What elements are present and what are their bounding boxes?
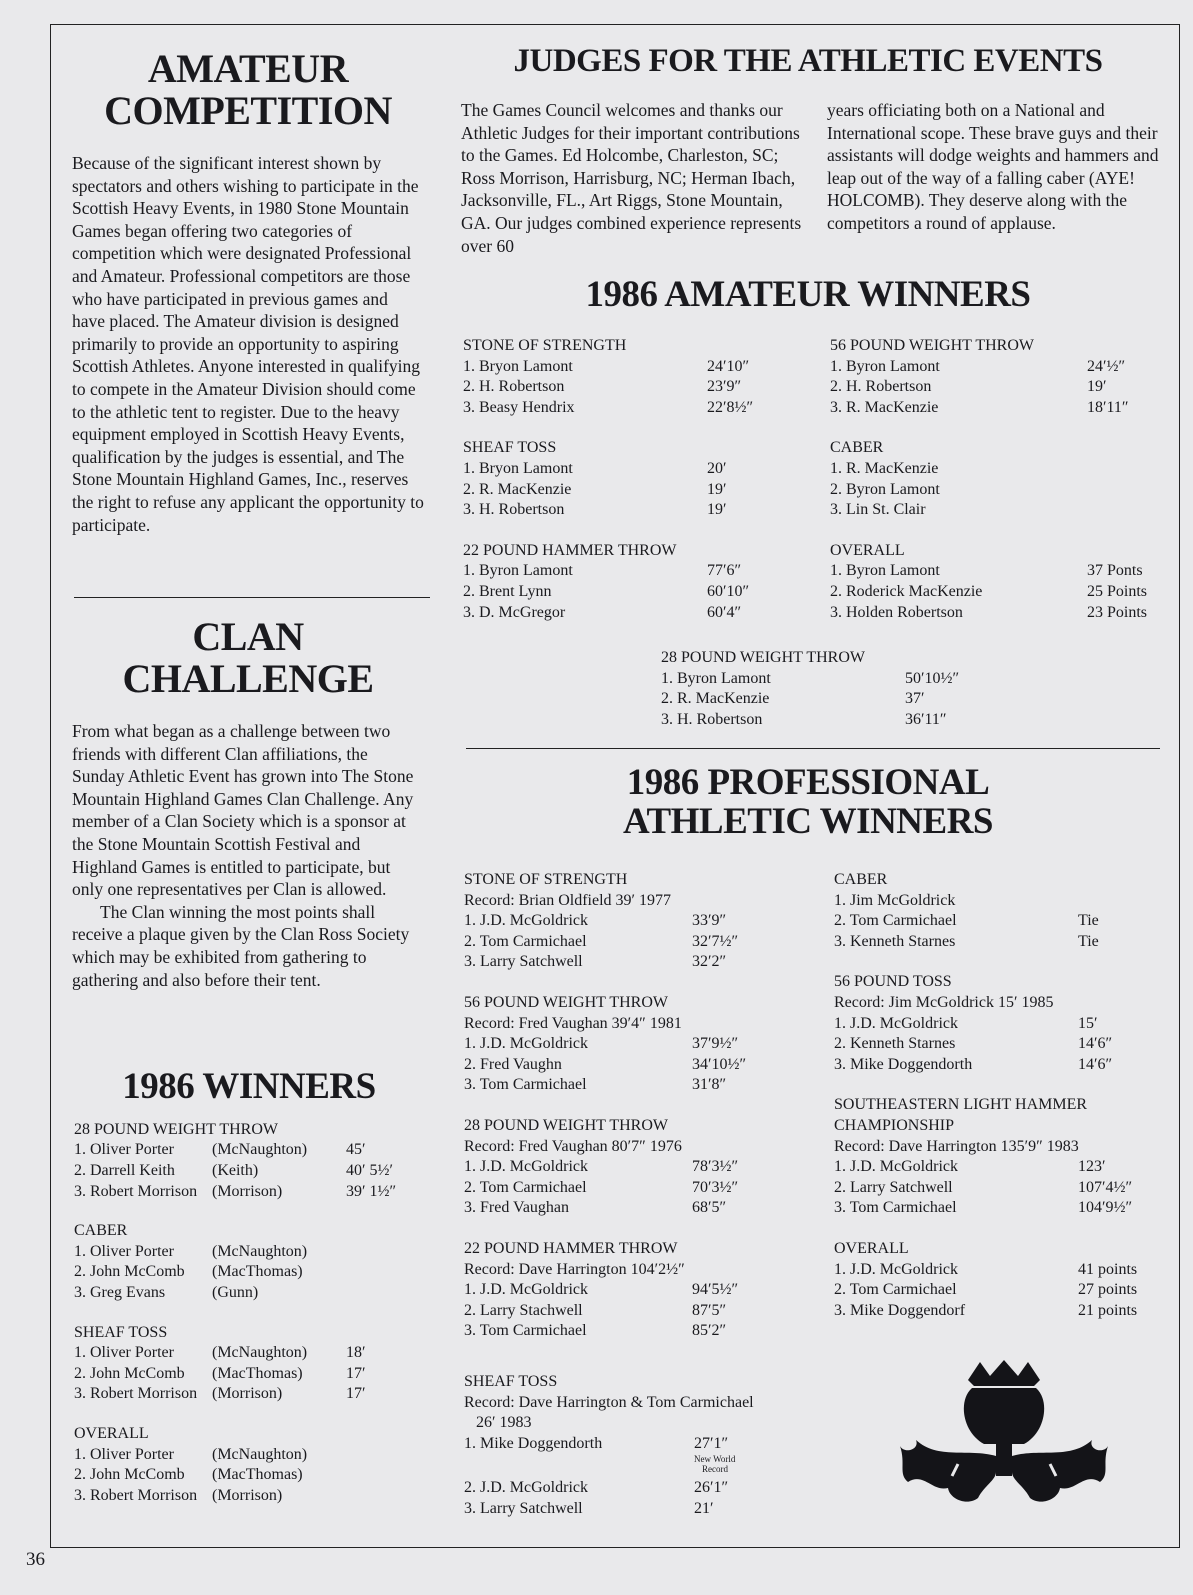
event-title: STONE OF STRENGTH	[463, 337, 627, 354]
event-title: OVERALL	[830, 541, 905, 559]
result-name: 1. Byron Lamont	[463, 562, 573, 580]
result-clan: (Morrison)	[212, 1182, 283, 1200]
result-mark: 94′5½″	[692, 1281, 739, 1299]
event-title: SHEAF TOSS	[463, 439, 557, 457]
event-record: Record: Fred Vaughan 39′4″ 1981	[464, 1014, 682, 1032]
result-name: 2. Roderick MacKenzie	[830, 582, 983, 600]
result-mark: 87′5″	[692, 1301, 727, 1319]
result-mark: Tie	[1078, 932, 1099, 950]
result-mark	[1087, 500, 1155, 521]
result-mark: 21 points	[1078, 1301, 1138, 1319]
result-row	[463, 500, 773, 521]
result-name: 3. Robert Morrison	[74, 1182, 198, 1200]
result-event	[661, 648, 981, 730]
result-name: 3. Larry Satchwell	[464, 953, 583, 971]
result-name: 3. Robert Morrison	[74, 1385, 198, 1403]
result-name: 2. Larry Stachwell	[464, 1301, 583, 1319]
result-row	[834, 1014, 1164, 1035]
result-mark: 25 Points	[1087, 582, 1148, 600]
event-record: Record: Brian Oldfield 39′ 1977	[464, 891, 672, 909]
result-mark: 24′10″	[707, 357, 750, 375]
result-mark: 45′	[346, 1141, 366, 1159]
result-row	[834, 911, 1164, 932]
result-row	[74, 1343, 424, 1364]
result-mark: 40′ 5½′	[346, 1162, 393, 1180]
result-mark: 36′11″	[905, 710, 947, 728]
result-clan: (Keith)	[212, 1162, 259, 1180]
result-name: 1. Oliver Porter	[74, 1344, 174, 1362]
result-mark: 104′9½″	[1078, 1199, 1133, 1217]
event-title: STONE OF STRENGTH	[464, 871, 628, 888]
result-row	[463, 377, 773, 398]
result-name: 1. Mike Doggendorth	[464, 1434, 603, 1452]
result-event	[834, 1239, 1164, 1321]
event-title: 28 POUND WEIGHT THROW	[661, 649, 865, 666]
event-title: 22 POUND HAMMER THROW	[464, 1239, 678, 1257]
result-mark: 14′6″	[1078, 1035, 1113, 1053]
result-mark: 19′	[707, 501, 727, 519]
result-name: 3. Tom Carmichael	[834, 1199, 957, 1217]
result-event	[464, 1116, 774, 1219]
result-name: 3. Lin St. Clair	[830, 501, 926, 519]
result-name: 2. John McComb	[74, 1364, 185, 1382]
event-record: Record: Fred Vaughan 80′7″ 1976	[464, 1137, 682, 1155]
result-mark: 123′	[1078, 1158, 1106, 1176]
result-mark: 85′2″	[692, 1322, 727, 1340]
result-mark: 19′	[707, 480, 727, 498]
result-mark: 14′6″	[1078, 1055, 1113, 1073]
result-row	[74, 1182, 424, 1203]
result-mark: 37′	[905, 690, 925, 708]
result-row	[74, 1465, 424, 1486]
result-row	[74, 1242, 424, 1263]
result-row	[464, 1075, 774, 1096]
result-row	[464, 952, 774, 973]
result-name: 1. J.D. McGoldrick	[834, 1260, 958, 1278]
result-clan: (McNaughton)	[212, 1242, 308, 1260]
result-name: 1. J.D. McGoldrick	[834, 1158, 958, 1176]
result-row	[463, 603, 773, 624]
result-mark: 17′	[346, 1385, 366, 1403]
result-event	[830, 438, 1155, 520]
result-event	[830, 541, 1155, 623]
pro-event-sheaf-toss	[464, 1372, 794, 1520]
clan-challenge-section	[72, 616, 424, 991]
winners-1986-title: 1986 WINNERS	[122, 1066, 376, 1107]
result-mark: 37′9½″	[692, 1035, 739, 1053]
right-divider	[466, 748, 1160, 749]
result-row	[834, 1260, 1164, 1281]
result-mark: 68′5″	[692, 1199, 727, 1217]
result-row	[464, 1499, 774, 1520]
result-row	[74, 1262, 424, 1283]
result-name: 3. Tom Carmichael	[464, 1322, 587, 1340]
result-name: 3. Fred Vaughan	[464, 1199, 570, 1217]
result-mark: 17′	[346, 1364, 366, 1382]
result-row	[830, 561, 1155, 582]
result-event	[464, 993, 774, 1096]
result-row	[464, 1034, 774, 1055]
result-row	[830, 357, 1155, 378]
result-row	[463, 480, 773, 501]
result-row	[74, 1161, 424, 1182]
result-row	[74, 1283, 424, 1304]
event-record: Record: Dave Harrington 104′2½″	[464, 1260, 685, 1278]
clan-events-list	[74, 1120, 424, 1507]
professional-winners-left	[464, 870, 774, 1362]
amateur-winners-right	[830, 336, 1155, 643]
result-name: 1. Byron Lamont	[830, 357, 940, 375]
result-mark: 32′2″	[692, 953, 727, 971]
result-mark: 34′10½″	[692, 1055, 747, 1073]
result-name: 3. R. MacKenzie	[830, 398, 939, 416]
left-divider	[74, 597, 430, 598]
result-mark: 23′9″	[707, 378, 742, 396]
amateur-competition-body: Because of the significant interest shown by spectators and others wishing to participate in the Scottish Heavy Events, in 1980 Stone Mountain Games began offering two categories of competition which were designated Professional and Amateur. Professional competitors are those who have participated in previous games and have placed. The Amateur division is designed primarily to provide an opportunity to aspiring Scottish Athletes. Anyone interested in qualifying to compete in the Amateur Division should come to the athletic tent to register. Due to the heavy equipment employed in Scottish Heavy Events, qualification by the judges is essential, and The Stone Mountain Highland Games, Inc., reserves the right to refuse any applicant the opportunity to participate.	[72, 153, 424, 535]
result-mark: 19′	[1087, 378, 1107, 396]
result-name: 2. Byron Lamont	[830, 480, 940, 498]
event-title: 56 POUND TOSS	[834, 973, 952, 991]
result-row	[464, 1301, 774, 1322]
clan-event	[74, 1323, 424, 1405]
result-name: 3. Holden Robertson	[830, 603, 963, 621]
result-row	[463, 561, 773, 582]
result-event	[464, 1239, 774, 1342]
result-row	[661, 689, 981, 710]
result-event	[834, 870, 1164, 952]
result-mark: 33′9″	[692, 912, 727, 930]
result-row	[830, 500, 1155, 521]
professional-winners-right	[834, 870, 1164, 1341]
event-title: SOUTHEASTERN LIGHT HAMMER	[834, 1096, 1088, 1114]
judges-text-col2: years officiating both on a National and International scope. These brave guys and their assistants will dodge weights and hammers and leap out of the way of a falling caber (AYE! HOLCOMB). They deserve along with the competitors a round of applause.	[827, 100, 1159, 233]
result-mark: 60′4″	[707, 603, 742, 621]
result-row	[661, 669, 981, 690]
judges-section	[458, 44, 1158, 79]
event-record: Record: Dave Harrington & Tom Carmichael	[464, 1393, 754, 1411]
result-row	[74, 1384, 424, 1405]
result-name: 1. R. MacKenzie	[830, 459, 939, 477]
result-mark: 22′8½″	[707, 398, 754, 416]
result-mark: 32′7½″	[692, 932, 739, 950]
result-mark: 23 Points	[1087, 603, 1148, 621]
result-row	[834, 891, 1164, 912]
result-name: 2. John McComb	[74, 1466, 185, 1484]
result-clan: (McNaughton)	[212, 1141, 308, 1159]
result-row	[830, 582, 1155, 603]
result-name: 2. Tom Carmichael	[834, 912, 957, 930]
event-title: CABER	[830, 439, 884, 457]
result-clan: (MacThomas)	[212, 1466, 303, 1484]
result-row	[464, 932, 774, 953]
event-title: OVERALL	[74, 1424, 149, 1442]
result-name: 2. Larry Satchwell	[834, 1178, 953, 1196]
clan-event	[74, 1424, 424, 1506]
page-number: 36	[26, 1549, 45, 1570]
result-name: 2. Fred Vaughn	[464, 1055, 562, 1073]
result-name: 1. J.D. McGoldrick	[464, 1035, 588, 1053]
event-title: SHEAF TOSS	[74, 1323, 168, 1341]
result-event	[834, 1095, 1164, 1219]
result-mark: 15′	[1078, 1014, 1098, 1032]
event-title: OVERALL	[834, 1239, 909, 1257]
thistle-emblem-icon	[898, 1360, 1110, 1506]
result-row	[74, 1364, 424, 1385]
result-mark: 70′3½″	[692, 1178, 739, 1196]
result-name: 2. John McComb	[74, 1263, 185, 1281]
result-clan: (Gunn)	[212, 1284, 259, 1301]
result-row	[830, 480, 1155, 501]
event-title: 28 POUND WEIGHT THROW	[464, 1116, 668, 1134]
result-name: 2. H. Robertson	[830, 378, 932, 396]
judges-title: JUDGES FOR THE ATHLETIC EVENTS	[513, 43, 1103, 79]
result-row	[464, 1321, 774, 1342]
result-row	[830, 603, 1155, 624]
result-name: 1. J.D. McGoldrick	[464, 912, 588, 930]
event-record: Record: Jim McGoldrick 15′ 1985	[834, 993, 1054, 1011]
result-name: 1. J.D. McGoldrick	[464, 1281, 588, 1299]
result-name: 2. Tom Carmichael	[464, 1178, 587, 1196]
result-row	[834, 1157, 1164, 1178]
result-row	[74, 1486, 424, 1507]
event-title: CABER	[834, 871, 888, 888]
result-name: 1. J.D. McGoldrick	[834, 1014, 958, 1032]
result-event	[830, 336, 1155, 418]
result-row	[834, 932, 1164, 953]
result-row	[830, 398, 1155, 419]
result-name: 3. Greg Evans	[74, 1284, 166, 1301]
result-mark: 21′	[694, 1499, 714, 1517]
result-name: 1. Bryon Lamont	[463, 459, 573, 477]
result-clan: (MacThomas)	[212, 1263, 303, 1281]
result-row	[463, 582, 773, 603]
event-title: 28 POUND WEIGHT THROW	[74, 1120, 278, 1138]
result-clan: (McNaughton)	[212, 1344, 308, 1362]
result-clan: (Morrison)	[212, 1486, 283, 1504]
result-mark: Tie	[1078, 912, 1099, 930]
result-mark: 78′3½″	[692, 1158, 739, 1176]
result-name: 2. Brent Lynn	[463, 582, 552, 600]
result-name: 3. Robert Morrison	[74, 1486, 198, 1504]
amateur-competition-section	[72, 48, 424, 536]
clan-event	[74, 1120, 424, 1202]
result-mark: 39′ 1½″	[346, 1182, 397, 1200]
result-name: 2. Tom Carmichael	[834, 1281, 957, 1299]
result-mark	[1087, 459, 1155, 480]
event-title: SHEAF TOSS	[464, 1373, 558, 1390]
result-name: 2. Tom Carmichael	[464, 932, 587, 950]
result-mark: 107′4½″	[1078, 1178, 1133, 1196]
result-row	[464, 1478, 774, 1499]
result-mark	[1087, 480, 1155, 501]
event-title: CABER	[74, 1222, 128, 1240]
result-row	[464, 911, 774, 932]
result-event	[463, 541, 773, 623]
clan-challenge-para2: The Clan winning the most points shall receive a plaque given by the Clan Ross Society which may be exhibited from gathering to gathering and also before their tent.	[72, 901, 410, 990]
result-mark: 20′	[707, 459, 727, 477]
event-title: 22 POUND HAMMER THROW	[463, 541, 677, 559]
result-clan: (Morrison)	[212, 1385, 283, 1403]
result-event	[464, 870, 774, 973]
event-title-line2: CHAMPIONSHIP	[834, 1116, 955, 1134]
event-record-year: 26′ 1983	[476, 1414, 532, 1432]
result-mark: 41 points	[1078, 1260, 1138, 1278]
result-name: 2. J.D. McGoldrick	[464, 1479, 588, 1497]
result-mark: 50′10½″	[905, 669, 960, 687]
result-event	[463, 336, 773, 418]
result-mark: 26′1″	[694, 1479, 729, 1497]
result-row	[463, 398, 773, 419]
result-clan: (MacThomas)	[212, 1364, 303, 1382]
result-event	[834, 972, 1164, 1075]
result-name: 3. Kenneth Starnes	[834, 932, 956, 950]
result-name: 1. J.D. McGoldrick	[464, 1158, 588, 1176]
result-name: 1. Byron Lamont	[661, 669, 771, 687]
result-name: 2. H. Robertson	[463, 378, 565, 396]
record-note: Record	[702, 1464, 728, 1475]
judges-text-col1: The Games Council welcomes and thanks our Athletic Judges for their important contributions to the Games. Ed Holcombe, Charleston, SC; Ross Morrison, Harrisburg, NC; Herman Ibach, Jacksonville, FL., Art Riggs, Stone Mountain, GA. Our judges combined experience represents over 60	[461, 100, 802, 256]
result-event	[463, 438, 773, 520]
result-name: 3. H. Robertson	[463, 501, 565, 519]
result-row	[830, 377, 1155, 398]
result-row	[464, 1434, 774, 1475]
result-name: 1. Byron Lamont	[830, 562, 940, 580]
amateur-winners-center	[661, 648, 981, 730]
result-mark: 60′10″	[707, 582, 750, 600]
result-mark: 31′8″	[692, 1076, 727, 1094]
result-row	[834, 1198, 1164, 1219]
result-name: 2. R. MacKenzie	[661, 690, 770, 708]
result-mark: 27 points	[1078, 1281, 1138, 1299]
result-row	[834, 1034, 1164, 1055]
result-clan: (McNaughton)	[212, 1445, 308, 1463]
result-name: 2. Kenneth Starnes	[834, 1035, 956, 1053]
result-name: 1. Bryon Lamont	[463, 357, 573, 375]
result-name: 3. Mike Doggendorth	[834, 1055, 973, 1073]
amateur-competition-title: AMATEUR COMPETITION	[104, 46, 392, 133]
result-name: 1. Oliver Porter	[74, 1445, 174, 1463]
result-row	[834, 1055, 1164, 1076]
result-row	[830, 459, 1155, 480]
result-row	[464, 1157, 774, 1178]
result-row	[463, 357, 773, 378]
event-title: 56 POUND WEIGHT THROW	[464, 993, 668, 1011]
result-mark: 37 Ponts	[1087, 562, 1143, 580]
winners-1986-section	[74, 1068, 424, 1525]
result-name: 1. Oliver Porter	[74, 1242, 174, 1260]
clan-challenge-title: CLAN CHALLENGE	[122, 614, 374, 701]
result-name: 3. Beasy Hendrix	[463, 398, 575, 416]
amateur-winners-left	[463, 336, 773, 643]
clan-challenge-para1: From what began as a challenge between two friends with different Clan affiliations, the Sunday Athletic Event has grown into The Stone Mountain Highland Games Clan Challenge. Any member of a Clan Society which is a sponsor at the Stone Mountain Scottish Festival and Highland Games is entitled to participate, but only one representatives per Clan is allowed.	[72, 721, 414, 900]
clan-event	[74, 1221, 424, 1303]
result-name: 3. Tom Carmichael	[464, 1076, 587, 1094]
result-mark: 18′	[346, 1344, 366, 1362]
result-mark: 24′½″	[1087, 357, 1126, 375]
result-name: 3. D. McGregor	[463, 603, 566, 621]
result-name: 1. Oliver Porter	[74, 1141, 174, 1159]
result-mark: 27′1″	[694, 1434, 729, 1452]
professional-winners-title: 1986 PROFESSIONAL ATHLETIC WINNERS	[623, 762, 993, 842]
result-row	[834, 1301, 1164, 1322]
result-mark	[1078, 891, 1164, 912]
result-row	[464, 1055, 774, 1076]
result-row	[74, 1445, 424, 1466]
result-row	[834, 1178, 1164, 1199]
result-mark-block	[694, 1434, 774, 1475]
event-title: 56 POUND WEIGHT THROW	[830, 337, 1034, 354]
result-mark: 18′11″	[1087, 398, 1129, 416]
result-row	[661, 710, 981, 731]
result-row	[74, 1140, 424, 1161]
record-note: New World	[694, 1454, 736, 1465]
event-record: Record: Dave Harrington 135′9″ 1983	[834, 1137, 1079, 1155]
result-name: 3. Larry Satchwell	[464, 1499, 583, 1517]
result-name: 2. R. MacKenzie	[463, 480, 572, 498]
amateur-winners-title: 1986 AMATEUR WINNERS	[585, 274, 1031, 315]
result-mark: 77′6″	[707, 562, 742, 580]
result-name: 3. H. Robertson	[661, 710, 763, 728]
result-name: 2. Darrell Keith	[74, 1162, 175, 1180]
result-name: 3. Mike Doggendorf	[834, 1301, 966, 1319]
result-row	[834, 1280, 1164, 1301]
result-name: 1. Jim McGoldrick	[834, 891, 956, 909]
result-row	[464, 1178, 774, 1199]
result-row	[464, 1280, 774, 1301]
result-row	[463, 459, 773, 480]
result-row	[464, 1198, 774, 1219]
